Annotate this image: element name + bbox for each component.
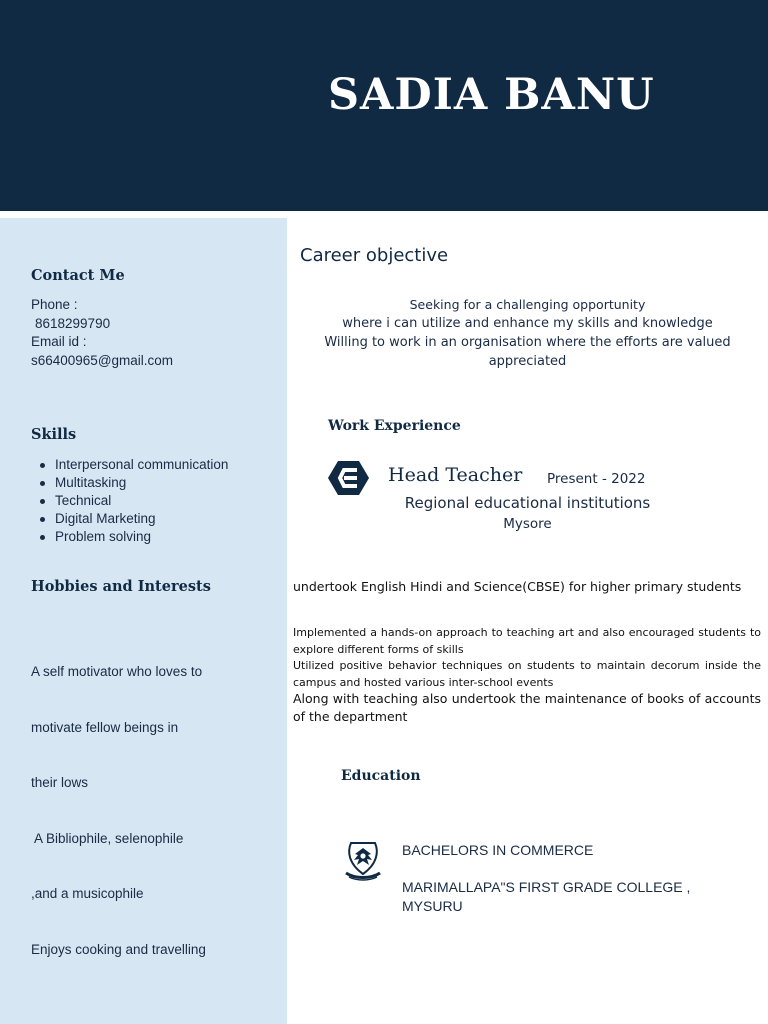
hobbies-heading: Hobbies and Interests bbox=[31, 578, 211, 595]
work-experience-heading: Work Experience bbox=[328, 418, 461, 434]
email-address: s66400965@gmail.com bbox=[31, 352, 174, 368]
phone-number: 8618299790 bbox=[35, 315, 111, 331]
job-duty-group bbox=[293, 625, 761, 691]
header-banner bbox=[0, 0, 768, 211]
hobbies-line: A Bibliophile, selenophile bbox=[31, 830, 184, 846]
education-degree: BACHELORS IN COMMERCE bbox=[402, 842, 594, 858]
hobbies-line: their lows bbox=[31, 775, 89, 790]
job-location: Mysore bbox=[503, 516, 552, 532]
education-heading: Education bbox=[341, 768, 421, 784]
job-duty: Along with teaching also undertook the maintenance of books of accounts of the department bbox=[293, 691, 761, 724]
objective-line: Willing to work in an organisation where the efforts are valued appreciated bbox=[324, 335, 731, 369]
objective-line: where i can utilize and enhance my skills and knowledge bbox=[342, 316, 713, 331]
job-title: Head Teacher bbox=[388, 464, 523, 486]
phone-label: Phone : bbox=[31, 297, 78, 312]
contact-details bbox=[31, 296, 271, 370]
job-organization: Regional educational institutions bbox=[404, 494, 651, 512]
skill-item: Technical bbox=[31, 492, 271, 510]
candidate-name: SADIA BANU bbox=[328, 70, 655, 120]
hobbies-line: ,and a musicophile bbox=[31, 886, 144, 901]
career-objective-text bbox=[295, 296, 760, 371]
company-logo-icon bbox=[327, 459, 370, 497]
contact-heading: Contact Me bbox=[31, 267, 125, 284]
job-duty: Implemented a hands-on approach to teaching art and also encouraged students to explore different forms of skills bbox=[293, 626, 761, 656]
email-label: Email id : bbox=[31, 334, 87, 349]
skill-item: Multitasking bbox=[31, 474, 271, 492]
job-duty: Utilized positive behavior techniques on students to maintain decorum inside the campus and hosted various inter-school events bbox=[293, 659, 761, 689]
skills-heading: Skills bbox=[31, 426, 77, 443]
education-college: MARIMALLAPA"S FIRST GRADE COLLEGE , MYSURU bbox=[402, 879, 691, 914]
skill-item: Problem solving bbox=[31, 528, 271, 546]
hobbies-line: Enjoys cooking and travelling bbox=[31, 941, 206, 957]
objective-line: Seeking for a challenging opportunity bbox=[409, 297, 646, 312]
skill-item: Interpersonal communication bbox=[31, 456, 271, 474]
job-duty: undertook English Hindi and Science(CBSE) for higher primary students bbox=[293, 579, 742, 594]
college-emblem-icon bbox=[343, 840, 383, 882]
job-dates: Present - 2022 bbox=[547, 471, 646, 487]
hobbies-text bbox=[31, 626, 281, 978]
hobbies-line: motivate fellow beings in bbox=[31, 719, 179, 735]
career-objective-heading: Career objective bbox=[300, 245, 449, 266]
skill-item: Digital Marketing bbox=[31, 510, 271, 528]
skills-list bbox=[31, 456, 271, 546]
hobbies-line: A self motivator who loves to bbox=[31, 664, 203, 679]
